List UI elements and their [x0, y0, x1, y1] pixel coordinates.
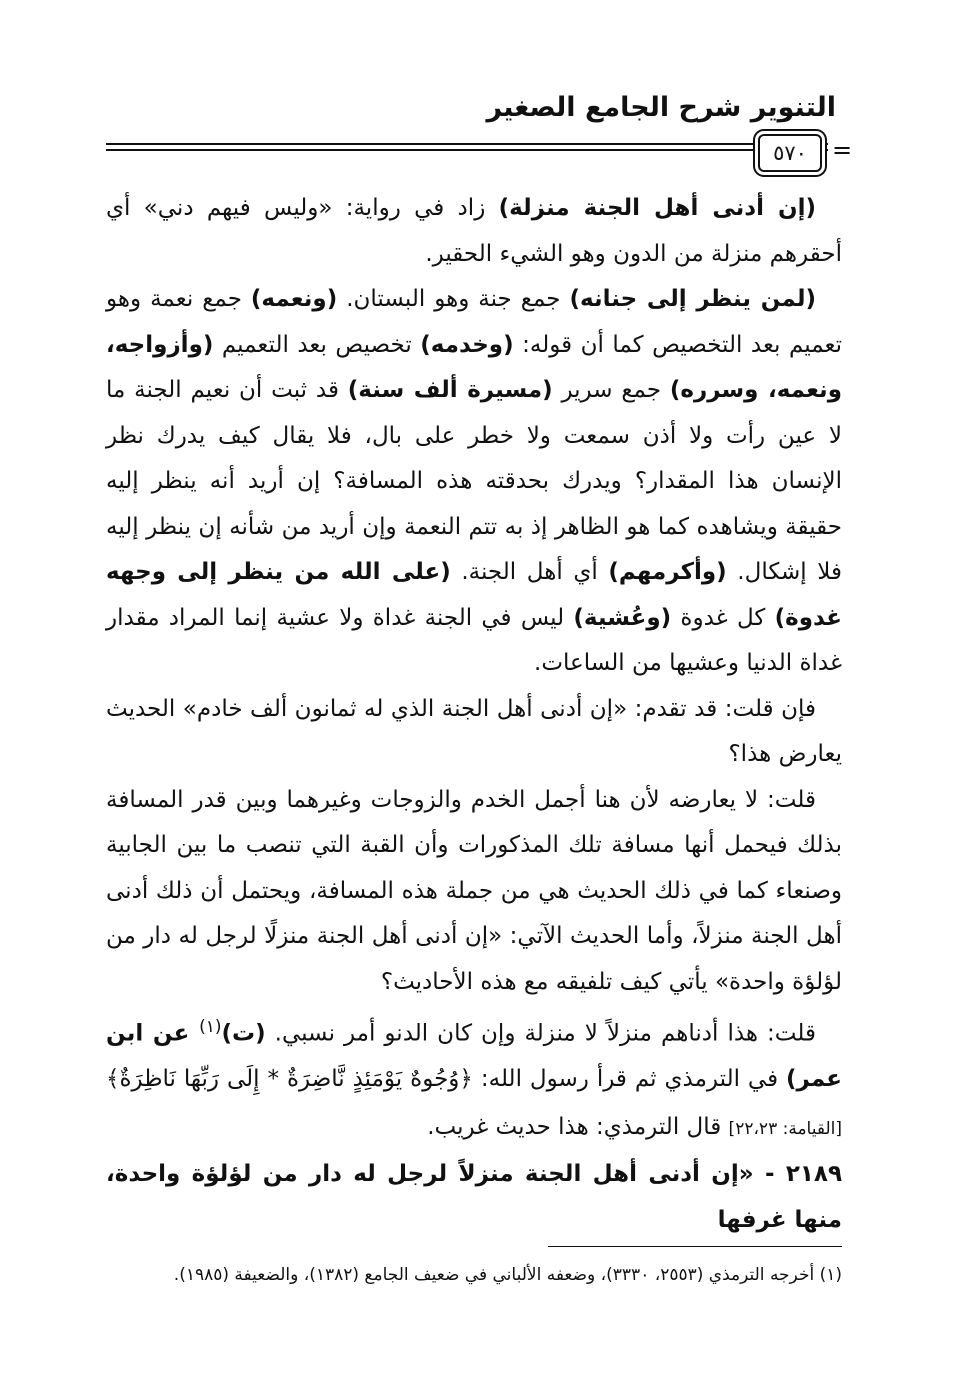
book-title: التنوير شرح الجامع الصغير	[486, 92, 836, 123]
narrator: عن ابن عمر)	[106, 1020, 842, 1093]
header-ornament: =	[832, 136, 853, 164]
commentary: زاد في رواية: «وليس فيهم دني» أي أحقرهم منزلة من الدون وهو الشيء الحقير.	[106, 195, 842, 267]
commentary: ليس في الجنة غداة ولا عشية إنما المراد مقدار غداة الدنيا وعشيها من الساعات.	[106, 604, 842, 676]
footnote: (١) أخرجه الترمذي (٢٥٥٣، ٣٣٣٠)، وضعفه الألباني في ضعيف الجامع (١٣٨٢)، والضعيفة (١٩٨٥).	[173, 1265, 842, 1285]
matn-phrase: (مسيرة ألف سنة)	[347, 377, 553, 403]
footnote-rule	[548, 1246, 842, 1247]
commentary: قال الترمذي: هذا حديث غريب.	[427, 1113, 729, 1140]
commentary: قلت: هذا أدناهم منزلاً لا منزلة وإن كان الدنو أمر نسبي.	[265, 1020, 816, 1047]
header-rule-bottom	[106, 149, 828, 151]
matn-phrase: (على الله من ينظر إلى وجهه غدوة)	[106, 559, 843, 631]
commentary: جمع جنة وهو البستان.	[337, 286, 570, 312]
quran-verse: ﴿وُجُوهٌ يَوْمَئِذٍ نَّاضِرَةٌ * إِلَى رَبِّهَا نَاظِرَةٌ﴾	[106, 1066, 473, 1093]
commentary: تخصيص بعد التعميم	[213, 331, 421, 358]
paragraph-3: فإن قلت: قد تقدم: «إن أدنى أهل الجنة الذي له ثمانون ألف خادم» الحديث يعارض هذا؟	[106, 695, 842, 767]
footnote-ref: (١)	[199, 1017, 222, 1037]
paragraph-2	[106, 277, 842, 687]
paragraph-5	[106, 1005, 842, 1152]
header-rule-top	[106, 143, 828, 145]
matn-phrase: (وخدمه)	[420, 331, 514, 358]
matn-phrase: (إن أدنى أهل الجنة منزلة)	[498, 195, 816, 221]
paragraph-1	[106, 186, 842, 277]
verse-reference: [القيامة: ٢٢،٢٣]	[728, 1118, 842, 1139]
matn-phrase: (وعُشية)	[573, 604, 672, 631]
source-code: (ت)	[221, 1020, 266, 1047]
page-number: ٥٧٠	[758, 134, 822, 172]
commentary: كل غدوة	[671, 604, 775, 631]
commentary: أي أهل الجنة.	[450, 559, 609, 585]
matn-phrase: (وأكرمهم)	[608, 559, 727, 585]
commentary: قد ثبت أن نعيم الجنة ما لا عين رأت ولا أذن سمعت ولا خطر على بال، فلا يقال كيف يدرك نظر الإنسان هذا المقدار؟ ويدرك بحدقته هذه المسافة؟ إن أريد أنه ينظر إليه حقيقة ويشاهده كما هو الظاهر إذ به تتم النعمة وإن أريد من شأنه إن ينظر إليه فلا إشكال.	[106, 377, 843, 585]
main-text	[106, 186, 842, 1243]
paragraph-4: قلت: لا يعارضه لأن هنا أجمل الخدم والزوجات وغيرهما وبين قدر المسافة بذلك فيحمل أنها مسافة تلك المذكورات وأن القبة التي تنصب ما بين الجابية وصنعاء كما في ذلك الحديث هي من جملة هذه المسافة، ويحتمل أن ذلك أدنى أهل الجنة منزلاً، وأما الحديث الآتي: «إن أدنى أهل الجنة منزلًا لرجل له دار من لؤلؤة واحدة» يأتي كيف تلفيقه مع هذه الأحاديث؟	[106, 786, 842, 995]
commentary: جمع سرير	[552, 377, 670, 403]
hadith-heading: ٢١٨٩ - «إن أدنى أهل الجنة منزلاً لرجل له دار من لؤلؤة واحدة، منها غرفها	[106, 1161, 842, 1233]
commentary: في الترمذي ثم قرأ رسول الله:	[472, 1066, 787, 1093]
matn-phrase: (وأزواجه، ونعمه، وسرره)	[106, 331, 842, 403]
commentary: جمع نعمة وهو تعميم بعد التخصيص كما أن قوله:	[106, 286, 842, 358]
matn-phrase: (لمن ينظر إلى جنانه)	[569, 286, 816, 312]
matn-phrase: (ونعمه)	[250, 286, 338, 312]
